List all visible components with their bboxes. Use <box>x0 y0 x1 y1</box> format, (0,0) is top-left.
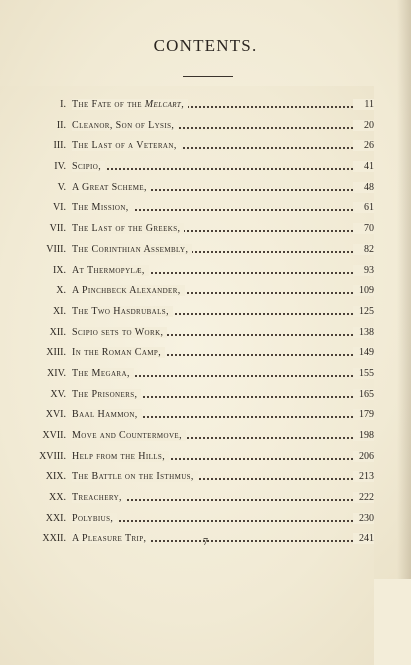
chapter-number: XIII. <box>46 347 66 359</box>
chapter-number: II. <box>56 119 66 131</box>
chapter-number: XX. <box>49 492 66 504</box>
chapter-page-number: 230 <box>353 513 374 524</box>
chapter-title-text: A Great Scheme, <box>72 181 147 193</box>
chapter-page-number: 149 <box>353 347 374 358</box>
chapter-title-text: Scipio, <box>72 161 102 173</box>
chapter-title-text: The Prisoners, <box>72 388 138 400</box>
chapter-page-number: 179 <box>353 409 374 420</box>
chapter-number: VII. <box>49 223 66 235</box>
chapter-title <box>72 451 169 462</box>
chapter-number: VIII. <box>46 243 66 255</box>
chapter-number: VI. <box>52 202 66 214</box>
contents-entry <box>0 387 411 408</box>
chapter-page-number: 70 <box>353 223 374 234</box>
chapter-title <box>72 306 173 317</box>
page-number: 7 <box>203 537 208 548</box>
chapter-page-number: 155 <box>353 368 374 379</box>
chapter-title <box>72 120 178 131</box>
chapter-page-number: 222 <box>353 492 374 503</box>
chapter-title-text: The Megara, <box>72 367 130 379</box>
chapter-number: X. <box>56 285 66 297</box>
chapter-number: XIX. <box>45 471 66 483</box>
chapter-page-number: 165 <box>353 389 374 400</box>
chapter-title-text: The Last of a Veteran, <box>72 140 177 152</box>
contents-entry <box>0 159 411 180</box>
chapter-number: I. <box>60 99 66 110</box>
contents-entry <box>0 325 411 346</box>
chapter-title-text: The Battle on the Isthmus, <box>72 471 194 483</box>
chapter-title <box>72 409 142 420</box>
chapter-title <box>72 244 192 255</box>
chapter-title-text: A Pleasure Trip, <box>72 533 147 545</box>
chapter-title-text: Cleanor, Son of Lysis, <box>72 119 175 131</box>
contents-entry <box>0 469 411 490</box>
chapter-title-text: The Fate of the <box>72 99 142 110</box>
chapter-page-number: 41 <box>353 161 374 172</box>
contents-entry <box>0 263 411 284</box>
contents-entry <box>0 407 411 428</box>
contents-list <box>0 97 411 552</box>
chapter-title <box>72 492 126 503</box>
chapter-title-text: The Last of the Greeks, <box>72 223 181 235</box>
chapter-page-number: 20 <box>353 120 374 131</box>
chapter-page-number: 61 <box>353 202 374 213</box>
contents-entry <box>0 242 411 263</box>
contents-entry <box>0 304 411 325</box>
chapter-number: XI. <box>52 305 66 317</box>
chapter-title <box>72 99 188 110</box>
chapter-title <box>72 389 141 400</box>
chapter-page-number: 125 <box>353 306 374 317</box>
chapter-page-number: 11 <box>353 99 374 110</box>
chapter-title <box>72 202 133 213</box>
chapter-title <box>72 471 198 482</box>
chapter-title-text: Scipio sets to Work, <box>72 326 164 338</box>
chapter-number: XII. <box>49 326 66 338</box>
chapter-number: XVII. <box>42 430 66 441</box>
chapter-title <box>72 533 150 544</box>
chapter-number: V. <box>57 181 66 193</box>
chapter-number: XXII. <box>42 533 66 545</box>
chapter-page-number: 109 <box>353 285 374 296</box>
chapter-number: III. <box>53 140 66 152</box>
chapter-title-text: Help from the Hills, <box>72 450 166 462</box>
chapter-page-number: 82 <box>353 244 374 255</box>
contents-entry <box>0 138 411 159</box>
chapter-title <box>72 182 151 193</box>
chapter-title-text: The Mission, <box>72 202 129 214</box>
chapter-title-text: At Thermopylæ, <box>72 264 145 276</box>
chapter-page-number: 48 <box>353 182 374 193</box>
chapter-number: XXI. <box>45 512 66 524</box>
chapter-page-number: 241 <box>353 533 374 544</box>
chapter-title-text: Move and Countermove, <box>72 430 183 441</box>
chapter-number: XV. <box>50 388 66 400</box>
chapter-number: IX. <box>52 264 66 276</box>
contents-entry <box>0 97 411 118</box>
chapter-page-number: 213 <box>353 471 374 482</box>
chapter-title-text: Baal Hammon, <box>72 409 138 421</box>
chapter-title-italic: Melcart, <box>144 99 185 110</box>
contents-title: CONTENTS. <box>153 36 258 55</box>
chapter-number: XVIII. <box>39 450 66 462</box>
chapter-page-number: 93 <box>353 265 374 276</box>
chapter-page-number: 138 <box>353 327 374 338</box>
contents-entry <box>0 449 411 470</box>
chapter-page-number: 198 <box>353 430 374 441</box>
contents-entry <box>0 180 411 201</box>
chapter-title <box>72 347 165 358</box>
contents-entry <box>0 366 411 387</box>
chapter-title-text: A Pinchbeck Alexander, <box>72 285 181 297</box>
chapter-title-text: In the Roman Camp, <box>72 347 162 359</box>
chapter-title <box>72 140 181 151</box>
contents-entry <box>0 200 411 221</box>
contents-entry <box>0 345 411 366</box>
chapter-number: IV. <box>54 161 66 173</box>
chapter-title <box>72 223 184 234</box>
chapter-title <box>72 161 105 172</box>
title-rule <box>183 76 233 77</box>
contents-entry <box>0 221 411 242</box>
chapter-title-text: Polybius, <box>72 512 114 524</box>
chapter-title <box>72 265 149 276</box>
chapter-title <box>72 368 134 379</box>
contents-entry <box>0 511 411 532</box>
chapter-number: XIV. <box>47 367 66 379</box>
chapter-title <box>72 327 167 338</box>
chapter-title <box>72 285 185 296</box>
chapter-title <box>72 430 186 441</box>
chapter-title <box>72 513 117 524</box>
chapter-title-text: The Two Hasdrubals, <box>72 305 169 317</box>
chapter-title-text: The Corinthian Assembly, <box>72 243 189 255</box>
chapter-number: XVI. <box>45 409 66 421</box>
dot-leader <box>72 168 369 170</box>
contents-entry <box>0 490 411 511</box>
contents-entry <box>0 283 411 304</box>
contents-entry <box>0 118 411 139</box>
chapter-page-number: 206 <box>353 451 374 462</box>
contents-entry <box>0 428 411 449</box>
chapter-page-number: 26 <box>353 140 374 151</box>
chapter-title-text: Treachery, <box>72 492 122 504</box>
